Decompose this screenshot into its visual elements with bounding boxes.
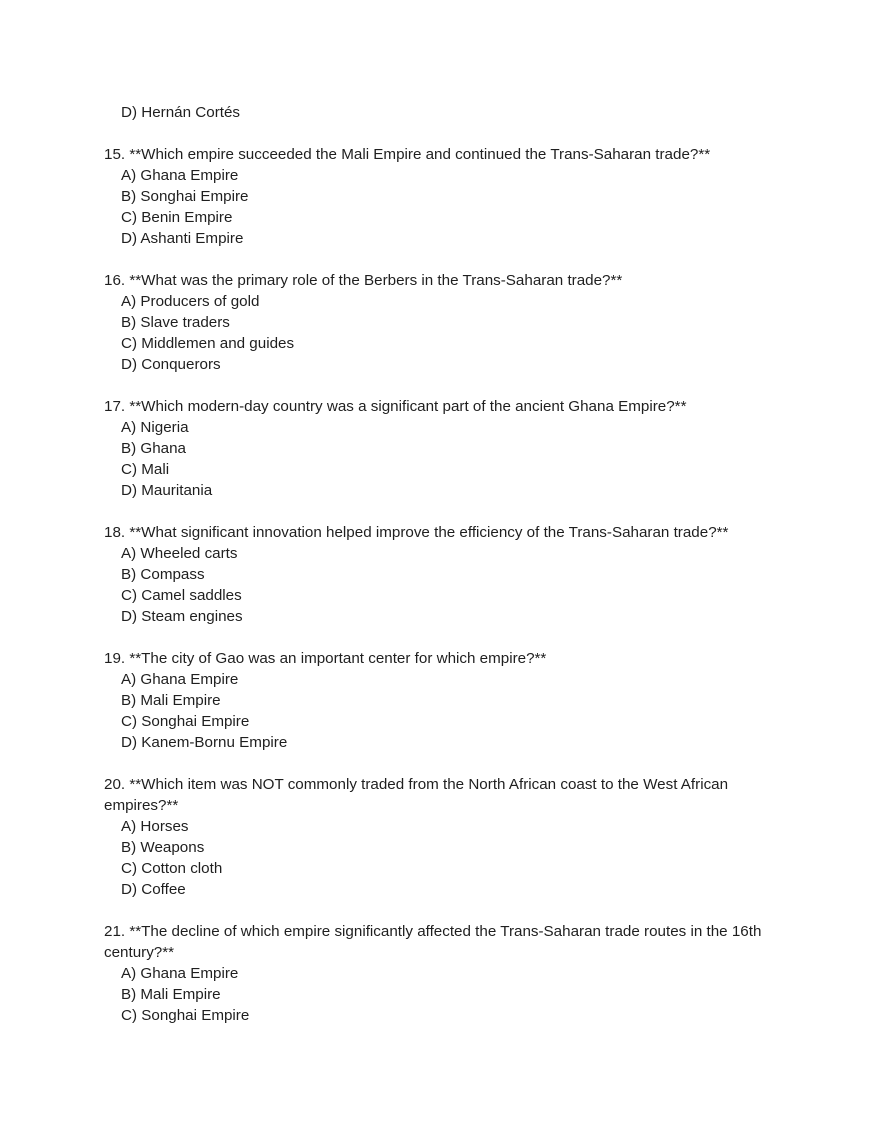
question-text: 17. **Which modern-day country was a significant part of the ancient Ghana Empire?**	[104, 398, 687, 415]
answer-option-b: B) Mali Empire	[121, 986, 221, 1003]
question-text: 16. **What was the primary role of the Berbers in the Trans-Saharan trade?**	[104, 272, 623, 289]
answer-option-c: C) Benin Empire	[121, 209, 233, 226]
answer-option-b: B) Mali Empire	[121, 692, 221, 709]
answer-options	[104, 165, 784, 249]
answer-options	[104, 291, 784, 375]
question-19	[104, 648, 784, 753]
answer-options	[104, 543, 784, 627]
question-18	[104, 522, 784, 627]
answer-option-b: B) Slave traders	[121, 314, 230, 331]
answer-options	[104, 963, 784, 1026]
answer-option-d: D) Mauritania	[121, 482, 213, 499]
question-15	[104, 144, 784, 249]
answer-options	[104, 816, 784, 900]
question-16	[104, 270, 784, 375]
answer-option-c: C) Camel saddles	[121, 587, 242, 604]
question-20	[104, 774, 784, 900]
question-list	[104, 102, 784, 1026]
question-text: 20. **Which item was NOT commonly traded from the North African coast to the West African empires?**	[104, 776, 729, 814]
question-text: 21. **The decline of which empire significantly affected the Trans-Saharan trade routes in the 16th century?**	[104, 923, 762, 961]
answer-option-d: D) Conquerors	[121, 356, 221, 373]
answer-option-c: C) Cotton cloth	[121, 860, 223, 877]
answer-option-c: C) Mali	[121, 461, 170, 478]
answer-option-a: A) Wheeled carts	[121, 545, 238, 562]
answer-option-a: A) Horses	[121, 818, 189, 835]
question-21	[104, 921, 784, 1026]
answer-option-c: C) Songhai Empire	[121, 713, 250, 730]
answer-options	[104, 669, 784, 753]
answer-option-b: B) Songhai Empire	[121, 188, 249, 205]
question-text: 19. **The city of Gao was an important center for which empire?**	[104, 650, 547, 667]
answer-option-d: D) Coffee	[121, 881, 186, 898]
answer-option-b: B) Compass	[121, 566, 205, 583]
answer-option-c: C) Middlemen and guides	[121, 335, 295, 352]
question-text: 18. **What significant innovation helped improve the efficiency of the Trans-Saharan trade?**	[104, 524, 729, 541]
answer-option-d: D) Steam engines	[121, 608, 243, 625]
answer-option-a: A) Ghana Empire	[121, 965, 239, 982]
answer-option-b: B) Weapons	[121, 839, 205, 856]
answer-option-c: C) Songhai Empire	[121, 1007, 250, 1024]
answer-option-a: A) Ghana Empire	[121, 671, 239, 688]
answer-options	[104, 417, 784, 501]
question-17	[104, 396, 784, 501]
answer-option-b: B) Ghana	[121, 440, 187, 457]
answer-option-d: D) Ashanti Empire	[121, 230, 244, 247]
question-text: 15. **Which empire succeeded the Mali Empire and continued the Trans-Saharan trade?**	[104, 146, 711, 163]
answer-option-a: A) Producers of gold	[121, 293, 260, 310]
answer-option-a: A) Ghana Empire	[121, 167, 239, 184]
answer-option-a: A) Nigeria	[121, 419, 189, 436]
answer-option-d: D) Kanem-Bornu Empire	[121, 734, 288, 751]
answer-option: D) Hernán Cortés	[121, 104, 241, 121]
carryover-options	[104, 102, 784, 123]
